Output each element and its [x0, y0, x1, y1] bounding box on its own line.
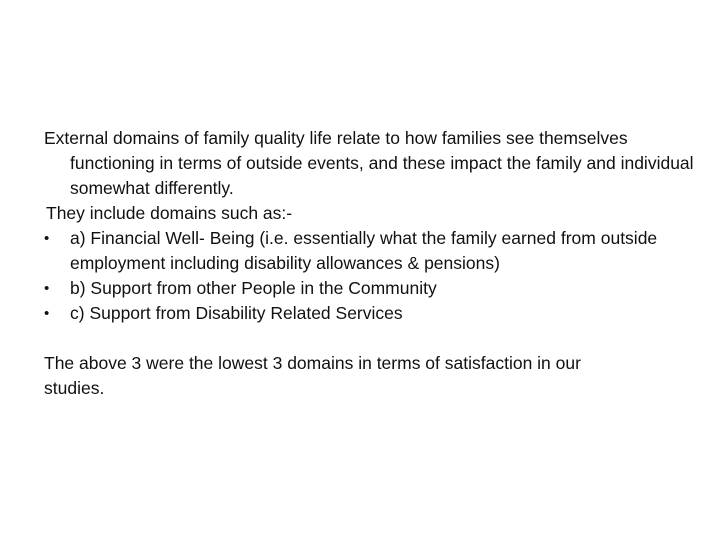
list-item-text: c) Support from Disability Related Services [70, 303, 403, 323]
list-item-text: b) Support from other People in the Community [70, 278, 437, 298]
list-item [44, 226, 704, 276]
list-item-text: a) Financial Well- Being (i.e. essentially what the family earned from outside employment including disability allowances & pensions) [70, 228, 658, 273]
conclusion-paragraph: The above 3 were the lowest 3 domains in terms of satisfaction in our studies. [44, 353, 581, 398]
list-item [44, 301, 704, 326]
bullet-icon: • [44, 230, 50, 247]
intro-paragraph: External domains of family quality life relate to how families see themselves functioning in terms of outside events, and these impact the family and individual somewhat differently. [44, 128, 694, 198]
list-item [44, 276, 704, 301]
bullet-icon: • [44, 305, 50, 322]
domain-list [44, 226, 704, 326]
paragraph-spacer [44, 326, 704, 351]
lead-in-text: They include domains such as:- [46, 203, 293, 223]
bullet-icon: • [44, 280, 50, 297]
slide-body [44, 126, 704, 401]
